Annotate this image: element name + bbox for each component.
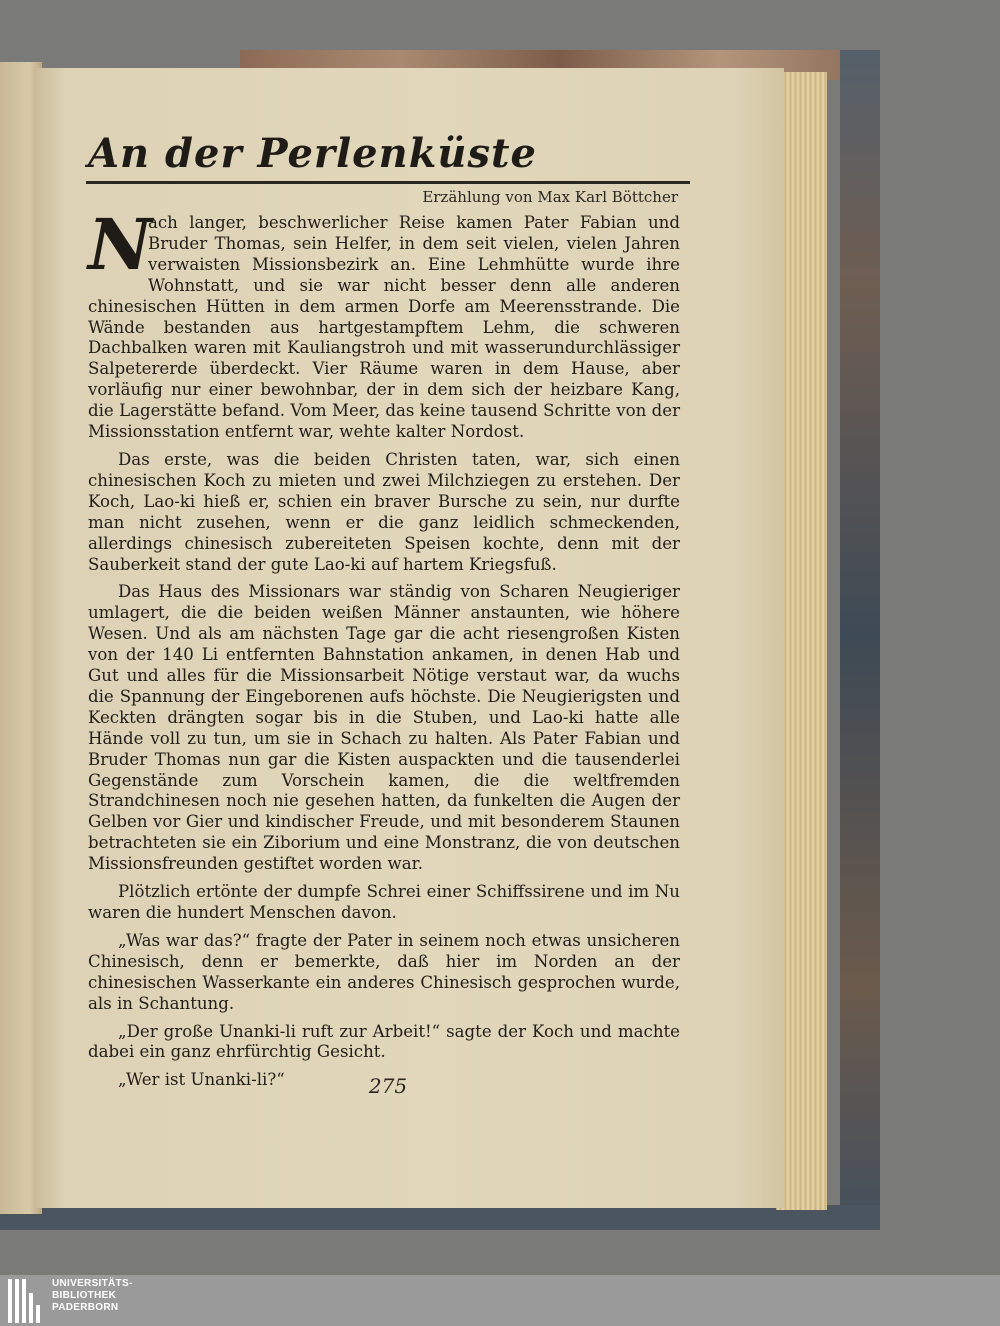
paragraph: Das erste, was die beiden Christen taten, war, sich einen chinesischen Koch zu mieten und zwei Milchziegen zu erstehen. Der Koch, Lao-ki hieß er, schien ein braver Bursche zu sein, nur durfte man nicht zusehen, wenn er die ganz leidlich schmeckenden, allerdings chinesisch zubereiteten Speisen kochte, denn mit der Sauberkeit stand der gute Lao-ki auf hartem Kriegsfuß. xyxy=(88,449,680,574)
paragraph: „Was war das?“ fragte der Pater in seinem noch etwas unsicheren Chinesisch, denn er bemerkte, daß hier im Norden an der chinesischen Wasserkante ein anderes Chinesisch gesprochen wurde, als in Schantung. xyxy=(88,930,680,1013)
logo-line: PADERBORN xyxy=(52,1302,119,1313)
drop-cap: N xyxy=(88,203,152,286)
book-cover-bottom xyxy=(0,1205,880,1230)
logo-line: UNIVERSITÄTS- xyxy=(52,1278,133,1289)
page-number: 275 xyxy=(368,1074,408,1098)
book-cover-spine-right xyxy=(840,50,880,1220)
paragraph-text: ach langer, beschwerlicher Reise kamen Pater Fabian und Bruder Thomas, sein Helfer, in dem seit vielen, vielen Jahren verwaisten Missionsbezirk an. Eine Lehmhütte wurde ihre Wohnstatt, und sie war nicht besser denn alle anderen chinesischen Hütten in dem armen Dorfe am Meerensstrande. Die Wände bestanden aus hartgestampftem Lehm, die schweren Dachbalken waren mit Kauliangstroh und mit wasserundurchlässiger Salpetererde überdeckt. Vier Räume waren in dem Hause, aber vorläufig nur einer bewohnbar, der in dem sich der heizbare Kang, die Lagerstätte befand. Vom Meer, das keine tausend Schritte von der Missionsstation entfernt war, wehte kalter Nordost. xyxy=(88,213,680,442)
library-logo-text xyxy=(52,1278,133,1314)
paragraph: „Der große Unanki-li ruft zur Arbeit!“ sagte der Koch und machte dabei ein ganz ehrfürchtig Gesicht. xyxy=(88,1021,680,1062)
footer-bar xyxy=(0,1275,1000,1326)
paragraph xyxy=(88,203,680,443)
paragraph: Plötzlich ertönte der dumpfe Schrei einer Schiffssirene und im Nu waren die hundert Menschen davon. xyxy=(88,882,680,922)
library-logo-icon xyxy=(8,1279,48,1323)
logo-line: BIBLIOTHEK xyxy=(52,1290,117,1301)
article-title: An der Perlenküste xyxy=(88,130,537,177)
paragraph: Das Haus des Missionars war ständig von Scharen Neugieriger umlagert, die die beiden weißen Männer anstaunten, wie höhere Wesen. Und als am nächsten Tage gar die acht riesengroßen Kisten von der 140 Li entfernten Bahnstation ankamen, in denen Hab und Gut und alles für die Missionsarbeit Nötige verstaut war, da wuchs die Spannung der Eingeborenen aufs höchste. Die Neugierigsten und Keckten drängten sogar bis in die Stuben, und Lao-ki hatte alle Hände voll zu tun, um sie in Schach zu halten. Als Pater Fabian und Bruder Thomas nun gar die Kisten auspackten und die tausenderlei Gegenstände zum Vorschein kamen, die die weltfremden Strandchinesen noch nie gesehen hatten, da funkelten die Augen der Gelben vor Gier und kindischer Freude, und mit besonderem Staunen betrachteten sie ein Ziborium und eine Monstranz, die von deutschen Missionsfreunden gestiftet worden war. xyxy=(88,582,680,874)
article-body xyxy=(88,203,680,1098)
title-rule xyxy=(86,181,690,184)
article-byline: Erzählung von Max Karl Böttcher xyxy=(422,188,678,206)
paragraph: „Wer ist Unanki-li?“ xyxy=(118,1070,285,1090)
